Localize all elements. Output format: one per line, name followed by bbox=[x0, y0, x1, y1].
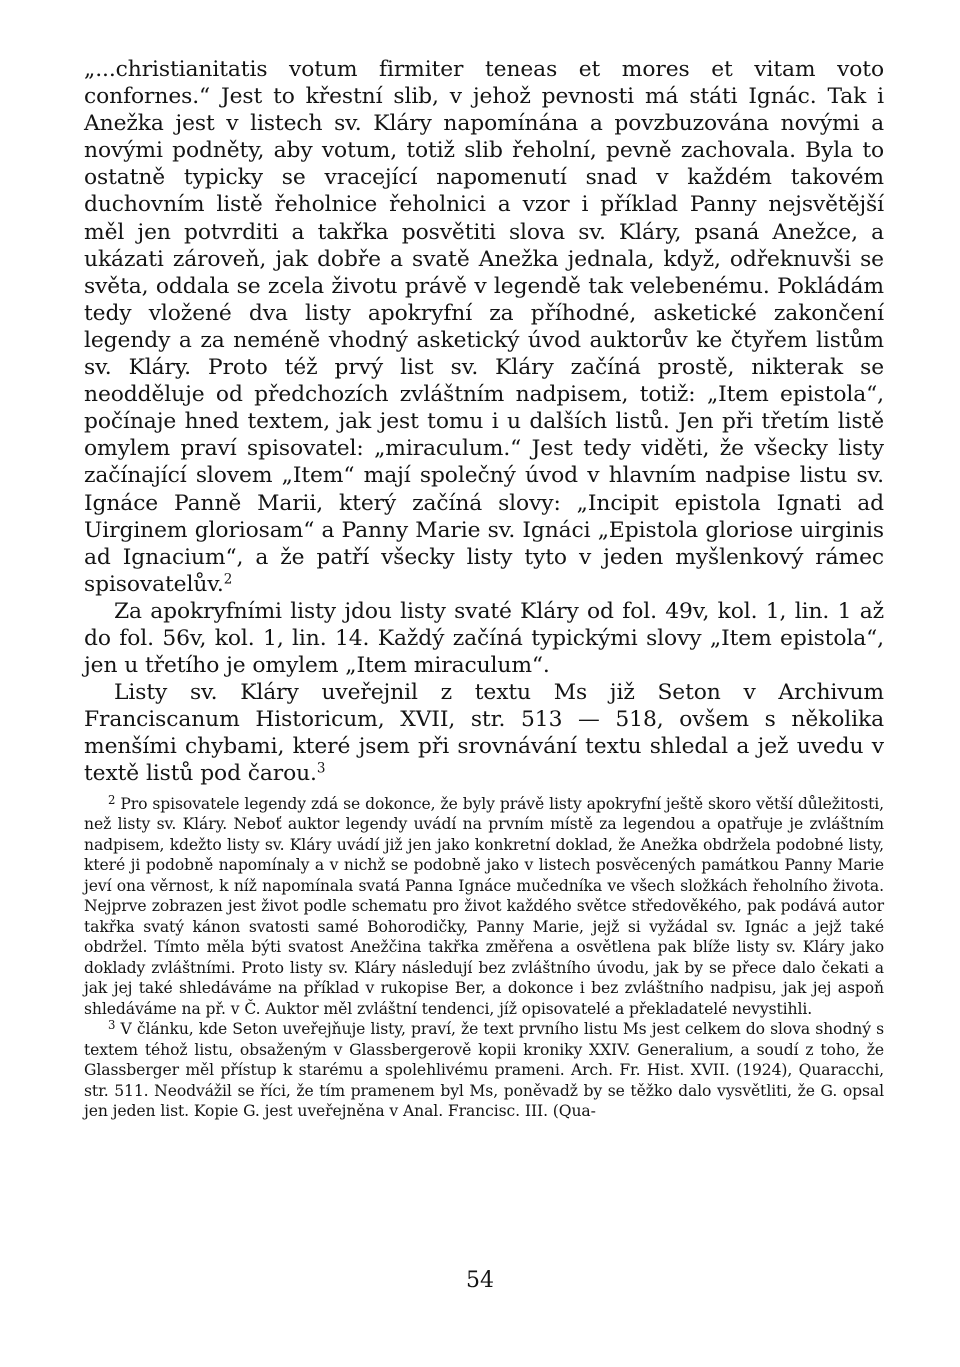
footnote-3 bbox=[84, 1019, 884, 1122]
footnotes bbox=[84, 794, 884, 1122]
main-text bbox=[84, 56, 884, 788]
footnote-ref-2: 2 bbox=[223, 571, 233, 588]
footnote-2-mark: 2 bbox=[108, 792, 116, 807]
paragraph-2 bbox=[84, 598, 884, 679]
paragraph-1 bbox=[84, 56, 884, 598]
paragraph-1-text: „...christianitatis votum firmiter teneas et mores et vitam voto confornes.“ Jest to křestní slib, v jehož pevnosti má státi Ignác. Tak i Anežka jest v listech sv. Kláry napomínána a povzbuzována novými a novými podněty, aby votum, totiž slib řeholní, pevně zachovala. Byla to ostatně typicky se vracející napomenutí snad v každém takovém duchovním listě řeholnice řeholnici a vzor i příklad Panny nejsvětější měl jen potvrditi a takřka posvětiti slova sv. Kláry, psaná Anežce, a ukázati zároveň, jak dobře a svatě Anežka jednala, když, odřeknuvši se světa, oddala se zcela životu právě v legendě tak velebenému. Pokládám tedy vložené dva listy apokryfní za příhodné, asketické zakončení legendy a za neméně vhodný asketický úvod auktorův ke čtyřem listům sv. Kláry. Proto též prvý list sv. Kláry začíná prostě, nikterak se neodděluje od předchozích zvláštním nadpisem, totiž: „Item epistola“, počínaje hned textem, jak jest tomu i u dalších listů. Jen při třetím listě omylem praví spisovatel: „miraculum.“ Jest tedy viděti, že všecky listy začínající slovem „Item“ mají společný úvod v hlavním nadpise listu sv. Ignáce Panně Marii, který začíná slovy: „Incipit epistola Ignati ad Uirginem gloriosam“ a Panny Marie sv. Ignáci „Epistola gloriose uirginis ad Ignacium“, a že patří všecky listy tyto v jeden myšlenkový rámec spisovatelův. bbox=[84, 57, 884, 597]
page-number: 54 bbox=[466, 1268, 494, 1293]
footnote-2 bbox=[84, 794, 884, 1020]
page-body bbox=[84, 56, 884, 1122]
paragraph-2-text: Za apokryfními listy jdou listy svaté Kláry od fol. 49v, kol. 1, lin. 1 až do fol. 56v, kol. 1, lin. 14. Každý začíná typickými slovy „Item epistola“, jen u třetího je omylem „Item miraculum“. bbox=[84, 598, 884, 679]
paragraph-3 bbox=[84, 679, 884, 787]
footnote-3-text: V článku, kde Seton uveřejňuje listy, praví, že text prvního listu Ms jest celkem do slova shodný s textem téhož listu, obsaženým v Glassbergerově kopii kroniky XXIV. Generalium, a soudí z toho, že Glassberger měl přístup k starému a spolehlivému prameni. Arch. Fr. Hist. XVII. (1924), Quaracchi, str. 511. Neodvážil se říci, že tím pramenem byl Ms, poněvadž by se těžko dalo vysvětliti, že G. opsal jen jeden list. Kopie G. jest uveřejněna v Anal. Francisc. III. (Qua- bbox=[84, 1020, 884, 1121]
footnote-3-mark: 3 bbox=[108, 1017, 116, 1032]
footnote-ref-3: 3 bbox=[316, 761, 326, 778]
paragraph-3-text: Listy sv. Kláry uveřejnil z textu Ms již Seton v Archivum Franciscanum Historicum, XVII, str. 513 — 518, ovšem s několika menšími chybami, které jsem při srovnávání textu shledal a jež uvedu v textě listů pod čarou. bbox=[84, 680, 884, 787]
footnote-2-text: Pro spisovatele legendy zdá se dokonce, že byly právě listy apokryfní ještě skoro větší důležitosti, než listy sv. Kláry. Neboť auktor legendy uvádí na prvním místě za legendou a opatřuje je zvláštním nadpisem, kdežto listy sv. Kláry uvádí již jen jako konkretní doklad, že Anežka obdržela podobné listy, které ji podobně napomínaly a v nichž se podobně jako v listech posvěcených památkou Panny Marie jeví ona věrnost, k níž napomínala svatá Panna Ignáce mučedníka ve všech složkách řeholního života. Nejprve zobrazen jest život podle schematu pro život každého světce středověkého, pak podává autor takřka svatý kánon svatosti samé Bohorodičky, Panny Marie, jejž si vyžádal sv. Ignác a jejž také obdržel. Tímto měla býti svatost Anežčina takřka změřena a osvětlena pak blíže listy sv. Kláry jako doklady zvláštními. Proto listy sv. Kláry následují bez zvláštního úvodu, jak by se přece dalo čekati a jak jej také shledáváme na příklad v rukopise Ber, a dokonce i bez zvláštního nadpisu, jak jej aspoň shledáváme na př. v Č. Auktor měl zvláštní tendenci, jíž opisovatelé a překladatelé nevystihli. bbox=[84, 794, 885, 1018]
